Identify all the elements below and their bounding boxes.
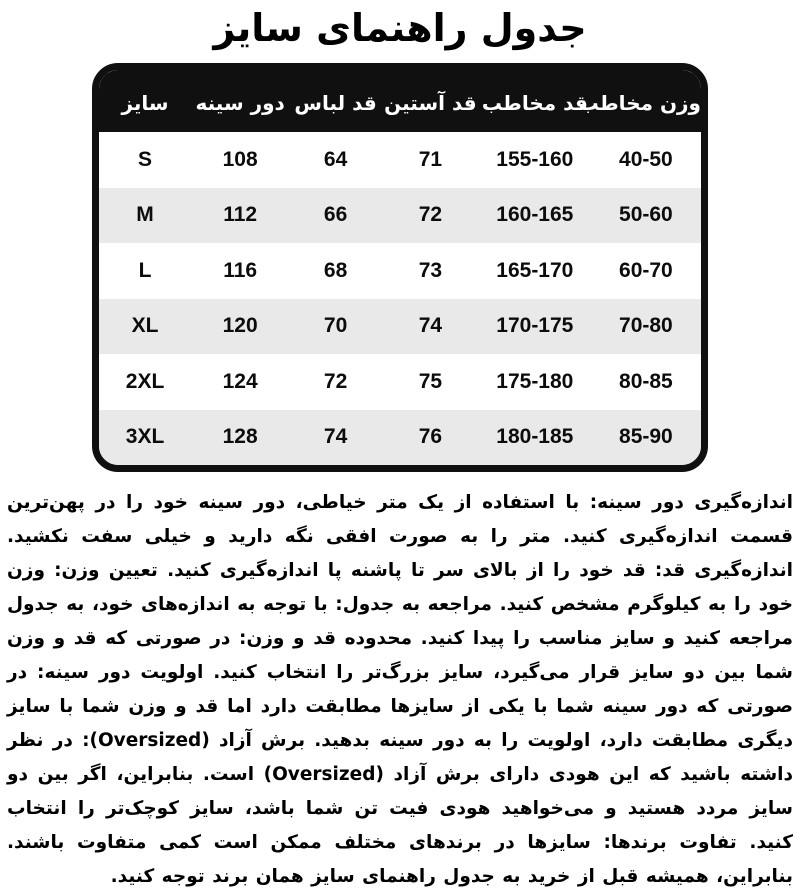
cell-chest: 112 <box>223 203 258 227</box>
cell-height: 175-180 <box>496 369 574 393</box>
col-header-person-weight: وزن مخاطب <box>578 91 701 115</box>
cell-chest: 128 <box>222 425 258 449</box>
cell-weight: 80-85 <box>619 369 673 393</box>
col-header-sleeve-length: قد آستین <box>384 91 477 115</box>
col-header-garment-length: قد لباس <box>294 91 377 115</box>
cell-sleeve: 74 <box>418 314 443 338</box>
measurement-instructions: اندازه‌گیری دور سینه: با استفاده از یک متر خیاطی، دور سینه خود را در پهن‌ترین قسمت اندازه‌گیری کنید. متر را به صورت افقی نگه دارید و خیلی سفت نکشید. اندازه‌گیری قد: قد خود را از بالای سر تا پاشنه پا اندازه‌گیری کنید. تعیین وزن: وزن خود را به کیلوگرم مشخص کنید. مراجعه به جدول: با توجه به اندازه‌های خود، به جدول مراجعه کنید و سایز مناسب را پیدا کنید. محدوده قد و وزن: در صورتی که قد و وزن شما بین دو سایز قرار می‌گیرد، سایز بزرگ‌تر را انتخاب کنید. اولویت دور سینه: در صورتی که دور سینه شما با یکی از سایزها مطابقت دارد اما قد و وزن شما با سایز دیگری مطابقت دارد، اولویت را به دور سینه بدهید. برش آزاد (Oversized): در نظر داشته باشید که این هودی دارای برش آزاد (Oversized) است. بنابراین، اگر بین دو سایز مردد هستید و می‌خواهید هودی فیت تن شما باشد، سایز کوچک‌تر را انتخاب کنید. تفاوت برندها: سایزها در برندهای مختلف ممکن است کمی متفاوت باشند. بنابراین، همیشه قبل از خرید به جدول راهنمای سایز همان برند توجه کنید. <box>7 492 793 887</box>
cell-height: 170-175 <box>496 314 574 338</box>
cell-height: 165-170 <box>496 258 574 282</box>
cell-chest: 116 <box>223 258 258 282</box>
cell-height: 160-165 <box>496 203 574 227</box>
col-header-chest: دور سینه <box>195 91 285 115</box>
cell-size: S <box>138 147 153 171</box>
cell-weight: 60-70 <box>619 258 673 282</box>
size-table-header-row <box>99 70 701 132</box>
cell-height: 155-160 <box>496 147 574 171</box>
size-table <box>92 63 708 472</box>
cell-sleeve: 75 <box>418 369 443 393</box>
cell-length: 68 <box>323 258 348 282</box>
cell-length: 70 <box>323 314 348 338</box>
table-row-2xl <box>99 354 701 410</box>
table-row-s <box>99 132 701 188</box>
cell-chest: 108 <box>222 147 258 171</box>
cell-length: 74 <box>323 425 348 449</box>
cell-length: 66 <box>323 203 348 227</box>
cell-chest: 124 <box>222 369 258 393</box>
size-table-body <box>99 132 701 465</box>
cell-weight: 40-50 <box>619 147 673 171</box>
page-title: جدول راهنمای سایز <box>213 6 587 50</box>
col-header-size: سایز <box>121 91 169 115</box>
table-row-3xl <box>99 410 701 466</box>
cell-weight: 50-60 <box>619 203 673 227</box>
cell-sleeve: 76 <box>418 425 443 449</box>
cell-length: 64 <box>323 147 348 171</box>
cell-chest: 120 <box>222 314 258 338</box>
cell-height: 180-185 <box>496 425 574 449</box>
cell-weight: 70-80 <box>619 314 673 338</box>
cell-length: 72 <box>323 369 348 393</box>
cell-sleeve: 71 <box>418 147 443 171</box>
cell-size: 2XL <box>125 369 165 393</box>
cell-size: L <box>138 258 152 282</box>
table-row-l <box>99 243 701 299</box>
table-row-m <box>99 188 701 244</box>
cell-weight: 85-90 <box>619 425 673 449</box>
table-row-xl <box>99 299 701 355</box>
cell-sleeve: 73 <box>418 258 443 282</box>
cell-size: 3XL <box>125 425 165 449</box>
cell-sleeve: 72 <box>418 203 443 227</box>
cell-size: M <box>136 203 154 227</box>
col-header-person-height: قد مخاطب <box>481 91 588 115</box>
cell-size: XL <box>131 314 159 338</box>
